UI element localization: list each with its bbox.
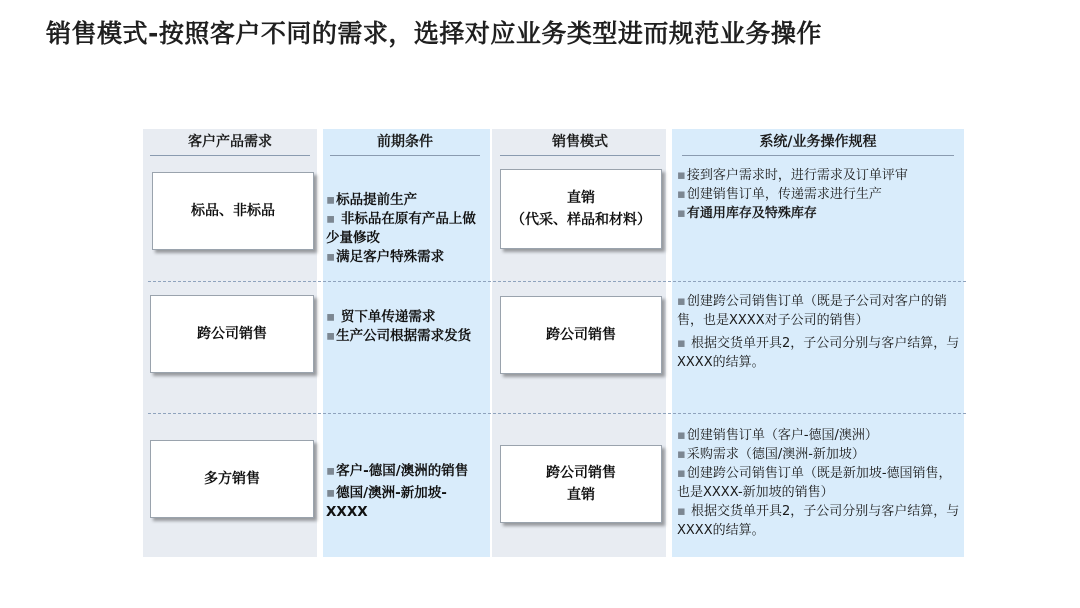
mode-sublabel: 直销 <box>567 487 595 503</box>
demand-label: 标品、非标品 <box>191 203 275 219</box>
conditions-list <box>326 308 478 346</box>
condition-item: ▪德国/澳洲-新加坡-XXXX <box>326 485 447 520</box>
demand-box-standard <box>152 172 314 250</box>
rule-item: ▪接到客户需求时，进行需求及订单评审 <box>677 168 908 183</box>
conditions-list <box>326 191 478 267</box>
demand-box-intercompany <box>150 295 314 373</box>
rule-item: ▪ 根据交货单开具2，子公司分别与客户结算，与XXXX的结算。 <box>677 504 960 538</box>
demand-label: 跨公司销售 <box>197 326 267 342</box>
rule-item: ▪采购需求（德国/澳洲-新加坡） <box>677 447 865 462</box>
mode-label: 直销 <box>567 190 595 206</box>
rules-list <box>677 166 961 223</box>
rule-item: ▪创建销售订单（客户-德国/澳洲） <box>677 428 878 443</box>
rule-item: ▪ 根据交货单开具2，子公司分别与客户结算，与XXXX的结算。 <box>677 336 960 370</box>
mode-label: 跨公司销售 <box>546 327 616 343</box>
rule-item: ▪有通用库存及特殊库存 <box>677 206 817 221</box>
rules-list <box>677 292 961 372</box>
header-demand: 客户产品需求 <box>150 131 310 156</box>
mode-box-multiparty <box>500 445 662 523</box>
condition-item: ▪满足客户特殊需求 <box>326 249 445 265</box>
mode-box-direct <box>500 169 662 249</box>
condition-item: ▪生产公司根据需求发货 <box>326 328 472 344</box>
mode-label: 跨公司销售 <box>546 465 616 481</box>
rule-item: ▪创建跨公司销售订单（既是子公司对客户的销售，也是XXXX对子公司的销售） <box>677 294 947 328</box>
header-rules: 系统/业务操作规程 <box>682 131 954 156</box>
rule-item: ▪创建销售订单，传递需求进行生产 <box>677 187 882 202</box>
condition-item: ▪客户-德国/澳洲的销售 <box>326 463 469 479</box>
row-separator <box>148 281 966 282</box>
rules-list <box>677 426 961 540</box>
demand-label: 多方销售 <box>204 471 260 487</box>
condition-item: ▪标品提前生产 <box>326 192 418 208</box>
header-mode: 销售模式 <box>500 131 660 156</box>
condition-item: ▪ 非标品在原有产品上做少量修改 <box>326 211 476 246</box>
conditions-list <box>326 462 478 522</box>
mode-sublabel: （代采、样品和材料） <box>511 212 651 228</box>
slide-title: 销售模式-按照客户不同的需求，选择对应业务类型进而规范业务操作 <box>46 19 822 48</box>
demand-box-multiparty <box>150 440 314 518</box>
condition-item: ▪ 贸下单传递需求 <box>326 309 436 325</box>
rule-item: ▪创建跨公司销售订单（既是新加坡-德国销售，也是XXXX-新加坡的销售） <box>677 466 952 500</box>
header-conditions: 前期条件 <box>330 131 480 156</box>
row-separator <box>148 413 966 414</box>
mode-box-intercompany <box>500 296 662 374</box>
